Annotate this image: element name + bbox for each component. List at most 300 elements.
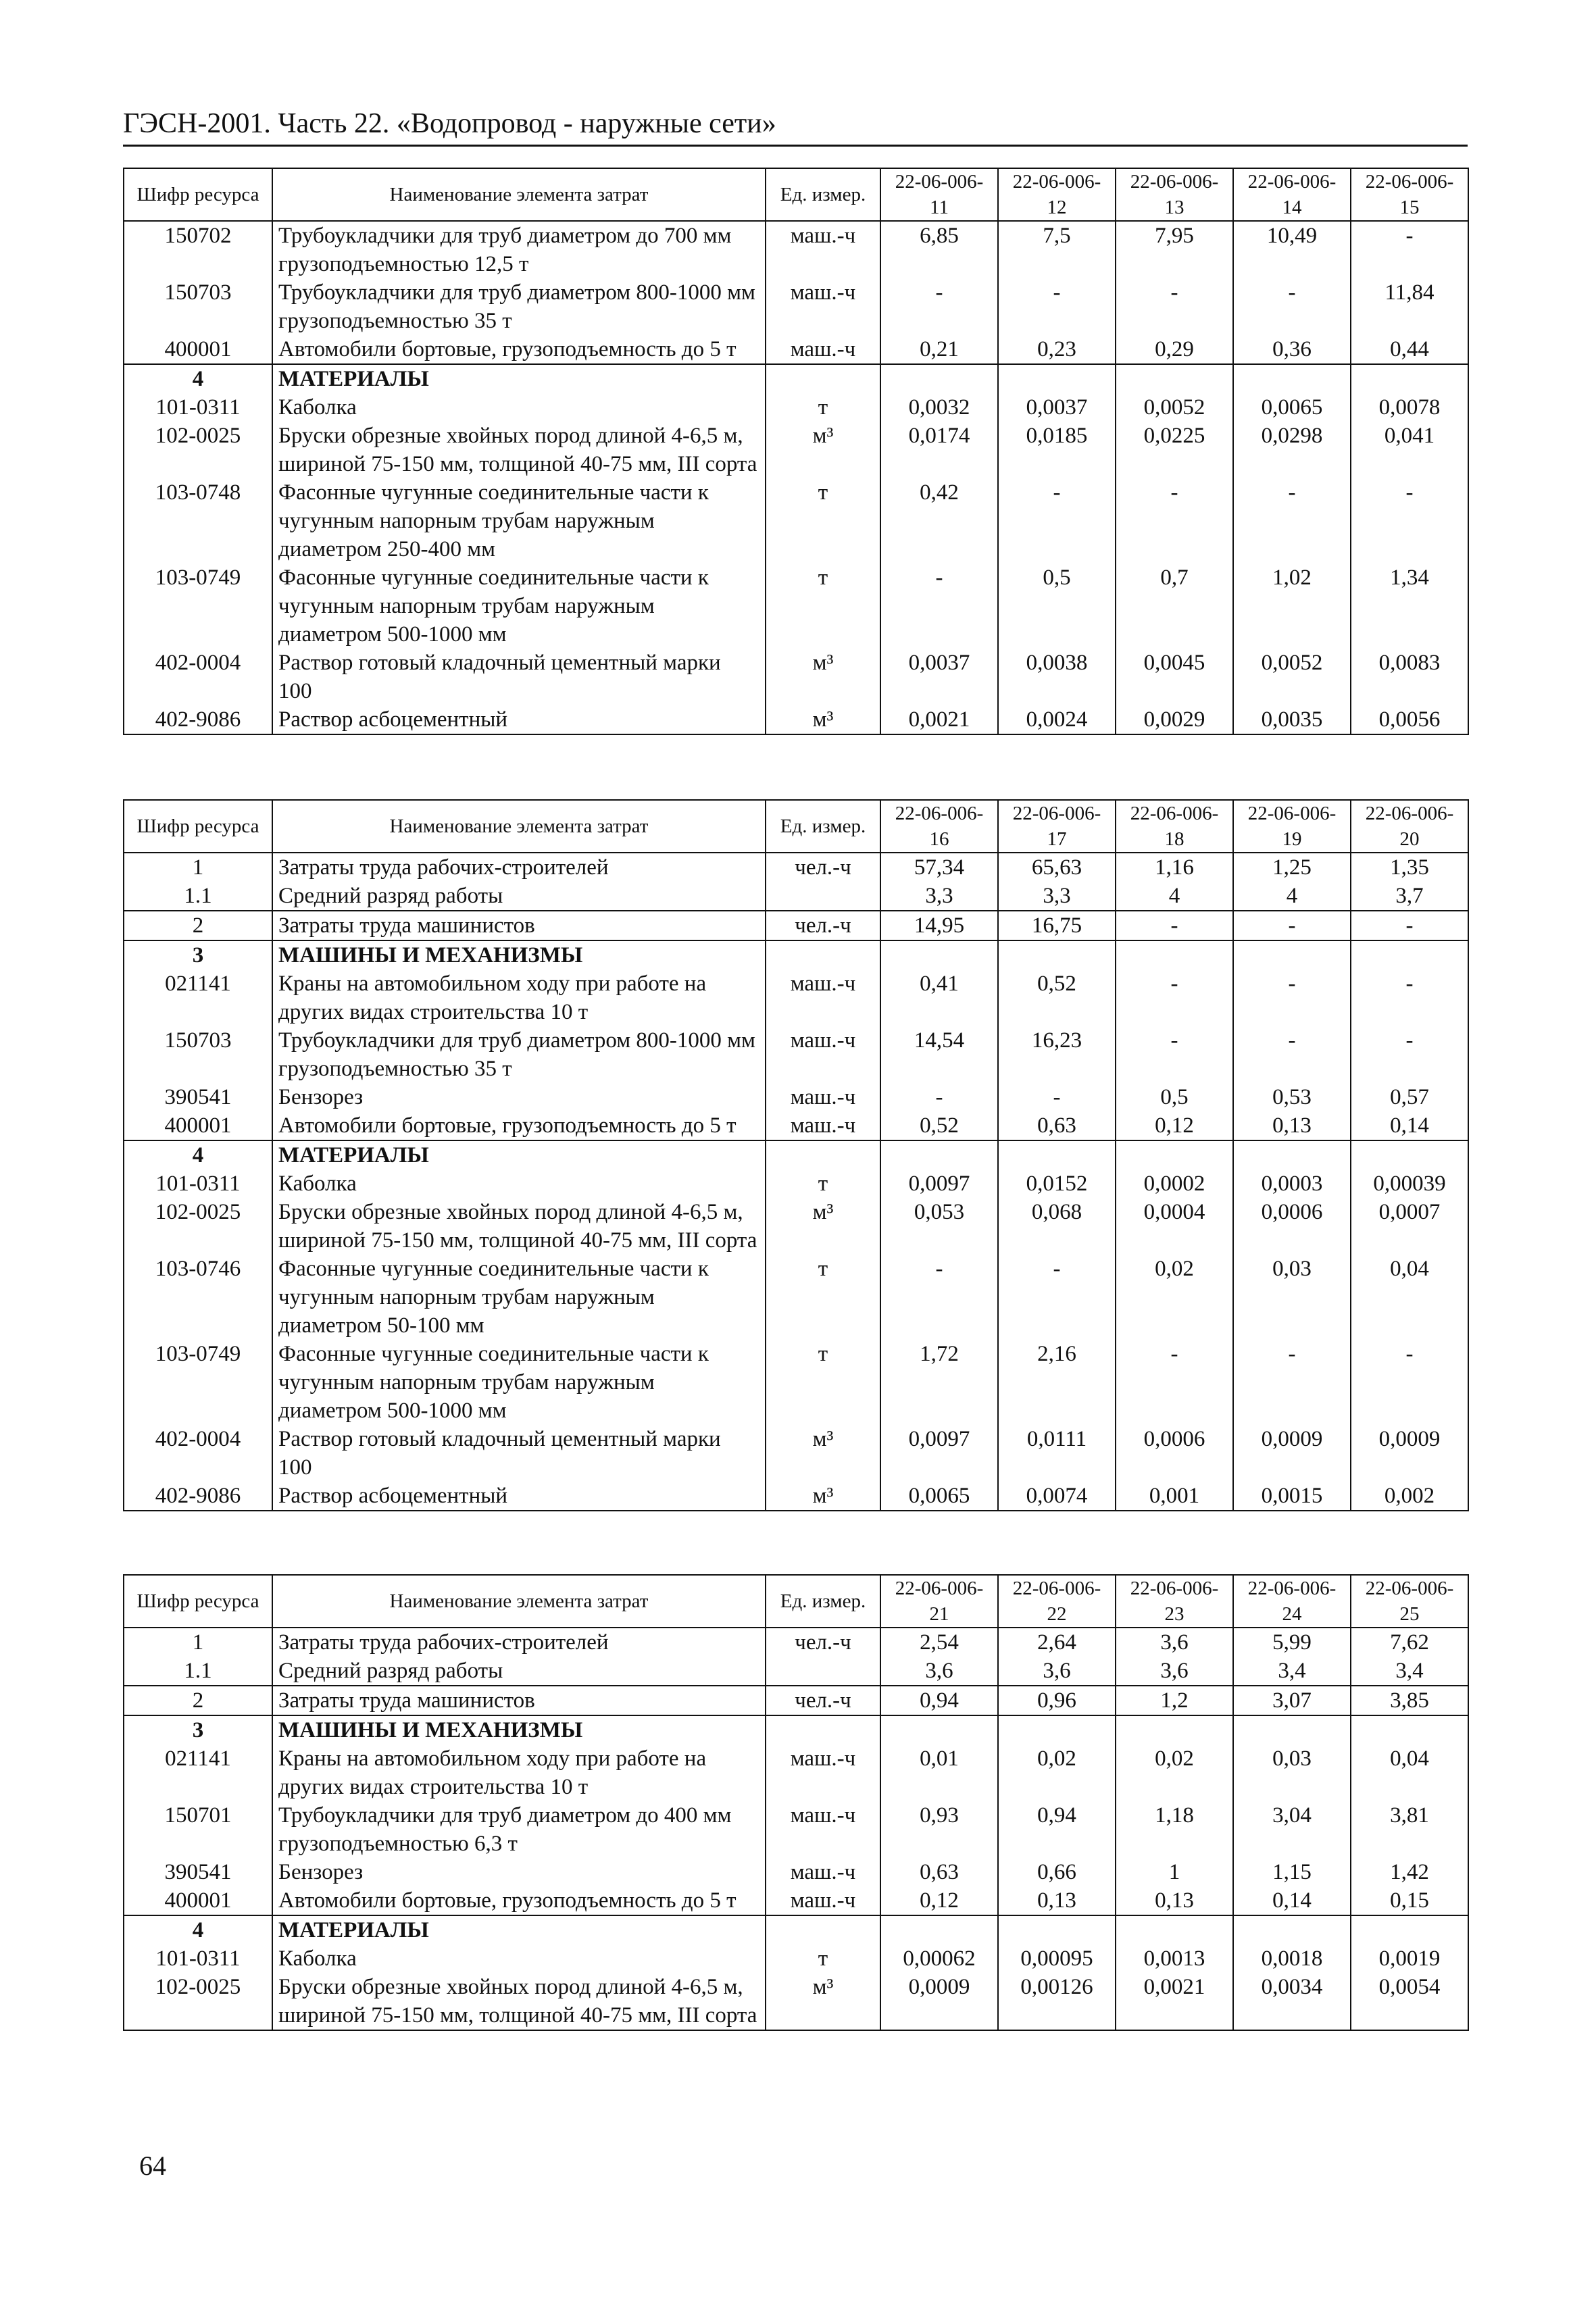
resource-code: 103-0749 — [124, 563, 272, 649]
norm-value: 0,13 — [1233, 1111, 1351, 1140]
norm-value: 0,5 — [998, 563, 1116, 649]
header-norm-code: 22-06-006-13 — [1116, 168, 1233, 221]
norm-value: 0,03 — [1233, 1744, 1351, 1801]
table-row — [124, 1111, 1468, 1140]
norm-value: 4 — [1233, 882, 1351, 911]
resource-code: 103-0746 — [124, 1255, 272, 1340]
norm-value: 11,84 — [1351, 278, 1468, 335]
norm-value: - — [880, 1255, 998, 1340]
norm-value — [1233, 1915, 1351, 1944]
norm-value: 0,02 — [998, 1744, 1116, 1801]
norm-value: - — [1233, 1340, 1351, 1425]
resource-code: 402-9086 — [124, 705, 272, 734]
norm-value: - — [998, 1255, 1116, 1340]
resource-name: Трубоукладчики для труб диаметром до 400 мм грузоподъемностью 6,3 т — [272, 1801, 766, 1858]
norms-table-1 — [123, 168, 1469, 735]
resource-unit: м³ — [766, 1425, 880, 1482]
norm-value: 0,02 — [1116, 1744, 1233, 1801]
table-row — [124, 1169, 1468, 1198]
norm-value: 1,02 — [1233, 563, 1351, 649]
norm-value: 0,44 — [1351, 335, 1468, 364]
norm-value: 0,12 — [880, 1886, 998, 1915]
table-row — [124, 364, 1468, 393]
resource-code: 1.1 — [124, 1657, 272, 1686]
norm-value: 3,6 — [1116, 1657, 1233, 1686]
header-name: Наименование элемента затрат — [272, 168, 766, 221]
resource-name: МАТЕРИАЛЫ — [272, 1915, 766, 1944]
norm-value: 0,0074 — [998, 1482, 1116, 1511]
resource-unit: маш.-ч — [766, 970, 880, 1026]
norm-value: 0,0006 — [1233, 1198, 1351, 1255]
norm-value: 0,0004 — [1116, 1198, 1233, 1255]
resource-code: 402-9086 — [124, 1482, 272, 1511]
header-norm-code: 22-06-006-23 — [1116, 1575, 1233, 1628]
header-unit: Ед. измер. — [766, 1575, 880, 1628]
norm-value: 2,54 — [880, 1628, 998, 1657]
norm-value: - — [1351, 478, 1468, 563]
norms-table-3 — [123, 1574, 1469, 2031]
resource-unit — [766, 940, 880, 970]
resource-name: Фасонные чугунные соединительные части к чугунным напорным трубам наружным диаметром 50-100 мм — [272, 1255, 766, 1340]
resource-name: Автомобили бортовые, грузоподъемность до 5 т — [272, 1111, 766, 1140]
norm-value: 0,94 — [998, 1801, 1116, 1858]
resource-code: 103-0749 — [124, 1340, 272, 1425]
resource-unit: м³ — [766, 705, 880, 734]
resource-name: Трубоукладчики для труб диаметром 800-1000 мм грузоподъемностью 35 т — [272, 1026, 766, 1083]
norm-value: - — [1351, 911, 1468, 940]
norm-value: 5,99 — [1233, 1628, 1351, 1657]
norm-value: 0,002 — [1351, 1482, 1468, 1511]
resource-name: Затраты труда рабочих-строителей — [272, 1628, 766, 1657]
norm-value: - — [998, 278, 1116, 335]
header-norm-code: 22-06-006-20 — [1351, 800, 1468, 853]
resource-name: Затраты труда машинистов — [272, 1686, 766, 1715]
norm-value — [1351, 364, 1468, 393]
norm-value: 0,0021 — [1116, 1973, 1233, 2030]
resource-name: Бруски обрезные хвойных пород длиной 4-6,5 м, шириной 75-150 мм, толщиной 40-75 мм, III сорта — [272, 1973, 766, 2030]
norm-value: 1,42 — [1351, 1858, 1468, 1886]
header-norm-code: 22-06-006-22 — [998, 1575, 1116, 1628]
resource-unit: т — [766, 478, 880, 563]
resource-code: 150703 — [124, 278, 272, 335]
resource-unit: т — [766, 1169, 880, 1198]
norm-value: 0,13 — [1116, 1886, 1233, 1915]
norm-value: 0,0019 — [1351, 1944, 1468, 1973]
norm-value: 2,64 — [998, 1628, 1116, 1657]
norm-value — [1233, 1715, 1351, 1744]
norm-value: 0,0035 — [1233, 705, 1351, 734]
resource-unit: маш.-ч — [766, 1083, 880, 1111]
norm-value: - — [1116, 1026, 1233, 1083]
table-row — [124, 1657, 1468, 1686]
norm-value: 0,52 — [880, 1111, 998, 1140]
norm-value: 65,63 — [998, 853, 1116, 882]
table-row — [124, 563, 1468, 649]
resource-unit — [766, 1715, 880, 1744]
header-name: Наименование элемента затрат — [272, 1575, 766, 1628]
resource-name: Каболка — [272, 393, 766, 422]
resource-name: Фасонные чугунные соединительные части к чугунным напорным трубам наружным диаметром 500-1000 мм — [272, 1340, 766, 1425]
norm-value: 3,6 — [998, 1657, 1116, 1686]
table-row — [124, 649, 1468, 705]
norm-value — [998, 364, 1116, 393]
norm-value: 0,0037 — [880, 649, 998, 705]
header-name: Наименование элемента затрат — [272, 800, 766, 853]
resource-name: Трубоукладчики для труб диаметром 800-1000 мм грузоподъемностью 35 т — [272, 278, 766, 335]
resource-code: 3 — [124, 1715, 272, 1744]
norm-value: 0,96 — [998, 1686, 1116, 1715]
norm-value: 16,23 — [998, 1026, 1116, 1083]
resource-code: 150702 — [124, 221, 272, 278]
header-norm-code: 22-06-006-16 — [880, 800, 998, 853]
norm-value: 0,0018 — [1233, 1944, 1351, 1973]
resource-name: МАТЕРИАЛЫ — [272, 364, 766, 393]
norm-value: 0,52 — [998, 970, 1116, 1026]
norm-value: 10,49 — [1233, 221, 1351, 278]
table-row — [124, 1944, 1468, 1973]
norm-value: 0,041 — [1351, 422, 1468, 478]
resource-unit: маш.-ч — [766, 1801, 880, 1858]
resource-unit — [766, 1140, 880, 1169]
table-header-row — [124, 168, 1468, 221]
resource-name: Каболка — [272, 1944, 766, 1973]
norm-value: 0,0174 — [880, 422, 998, 478]
header-norm-code: 22-06-006-21 — [880, 1575, 998, 1628]
norm-value: 3,07 — [1233, 1686, 1351, 1715]
norm-value: 0,0065 — [1233, 393, 1351, 422]
resource-unit: чел.-ч — [766, 1686, 880, 1715]
norm-value: 0,0065 — [880, 1482, 998, 1511]
resource-unit: т — [766, 1944, 880, 1973]
norm-value: 1,25 — [1233, 853, 1351, 882]
norm-value: 1,2 — [1116, 1686, 1233, 1715]
norm-value — [1116, 1715, 1233, 1744]
norm-value: 0,0185 — [998, 422, 1116, 478]
resource-unit — [766, 1915, 880, 1944]
resource-unit: маш.-ч — [766, 1886, 880, 1915]
norm-value: 0,94 — [880, 1686, 998, 1715]
table-row — [124, 221, 1468, 278]
resource-unit: чел.-ч — [766, 911, 880, 940]
header-code: Шифр ресурса — [124, 168, 272, 221]
table-row — [124, 1686, 1468, 1715]
resource-name: Затраты труда рабочих-строителей — [272, 853, 766, 882]
norm-value: 0,0078 — [1351, 393, 1468, 422]
norm-value: 1,72 — [880, 1340, 998, 1425]
resource-unit: т — [766, 563, 880, 649]
resource-name: Раствор асбоцементный — [272, 705, 766, 734]
resource-unit: маш.-ч — [766, 1744, 880, 1801]
norm-value — [1233, 940, 1351, 970]
norm-value: 0,36 — [1233, 335, 1351, 364]
table-header-row — [124, 800, 1468, 853]
norm-value: 3,81 — [1351, 1801, 1468, 1858]
norm-value: 3,7 — [1351, 882, 1468, 911]
table-row — [124, 1628, 1468, 1657]
table-row — [124, 393, 1468, 422]
norm-value: 0,57 — [1351, 1083, 1468, 1111]
resource-code: 103-0748 — [124, 478, 272, 563]
table-row — [124, 1744, 1468, 1801]
resource-unit: м³ — [766, 422, 880, 478]
header-code: Шифр ресурса — [124, 800, 272, 853]
running-header: ГЭСН-2001. Часть 22. «Водопровод - наружные сети» — [123, 107, 1468, 147]
resource-unit: маш.-ч — [766, 335, 880, 364]
table-row — [124, 422, 1468, 478]
norm-value: - — [1116, 1340, 1233, 1425]
table-row — [124, 335, 1468, 364]
resource-code: 102-0025 — [124, 1198, 272, 1255]
resource-unit — [766, 1657, 880, 1686]
resource-name: Автомобили бортовые, грузоподъемность до 5 т — [272, 1886, 766, 1915]
norm-value: 7,62 — [1351, 1628, 1468, 1657]
norm-value: 0,0037 — [998, 393, 1116, 422]
table-row — [124, 1198, 1468, 1255]
table-row — [124, 1973, 1468, 2030]
norm-value: 0,00039 — [1351, 1169, 1468, 1198]
resource-code: 2 — [124, 1686, 272, 1715]
norm-value: 0,23 — [998, 335, 1116, 364]
resource-name: МАШИНЫ И МЕХАНИЗМЫ — [272, 1715, 766, 1744]
resource-code: 390541 — [124, 1083, 272, 1111]
norm-value: 0,0052 — [1116, 393, 1233, 422]
header-norm-code: 22-06-006-25 — [1351, 1575, 1468, 1628]
table-row — [124, 1801, 1468, 1858]
resource-unit: маш.-ч — [766, 1111, 880, 1140]
resource-name: Раствор асбоцементный — [272, 1482, 766, 1511]
resource-code: 400001 — [124, 335, 272, 364]
norm-value: 0,02 — [1116, 1255, 1233, 1340]
resource-code: 3 — [124, 940, 272, 970]
table-row — [124, 278, 1468, 335]
norm-value: 0,0097 — [880, 1169, 998, 1198]
resource-code: 390541 — [124, 1858, 272, 1886]
table-row — [124, 1858, 1468, 1886]
resource-code: 1 — [124, 853, 272, 882]
resource-code: 2 — [124, 911, 272, 940]
resource-code: 4 — [124, 364, 272, 393]
norm-value: 0,66 — [998, 1858, 1116, 1886]
resource-name: Фасонные чугунные соединительные части к чугунным напорным трубам наружным диаметром 500-1000 мм — [272, 563, 766, 649]
norm-value: 0,0007 — [1351, 1198, 1468, 1255]
norm-value: 0,0032 — [880, 393, 998, 422]
norm-value: 0,0009 — [1351, 1425, 1468, 1482]
table-row — [124, 853, 1468, 882]
resource-unit: т — [766, 393, 880, 422]
norm-value: 0,0013 — [1116, 1944, 1233, 1973]
resource-code: 1.1 — [124, 882, 272, 911]
norm-value: 1,15 — [1233, 1858, 1351, 1886]
norm-value: 2,16 — [998, 1340, 1116, 1425]
norm-value: 0,068 — [998, 1198, 1116, 1255]
norm-value: 0,93 — [880, 1801, 998, 1858]
norm-value: 4 — [1116, 882, 1233, 911]
resource-unit: маш.-ч — [766, 221, 880, 278]
norm-value: 0,15 — [1351, 1886, 1468, 1915]
norm-value — [1351, 1715, 1468, 1744]
norm-value: 0,0056 — [1351, 705, 1468, 734]
resource-name: Трубоукладчики для труб диаметром до 700 мм грузоподъемностью 12,5 т — [272, 221, 766, 278]
norm-value: 3,3 — [880, 882, 998, 911]
norm-value — [998, 1915, 1116, 1944]
resource-code: 150703 — [124, 1026, 272, 1083]
resource-code: 4 — [124, 1140, 272, 1169]
resource-code: 402-0004 — [124, 1425, 272, 1482]
norm-value: 0,5 — [1116, 1083, 1233, 1111]
norm-value — [1233, 364, 1351, 393]
table-row — [124, 1425, 1468, 1482]
table-row — [124, 1026, 1468, 1083]
norm-value: 6,85 — [880, 221, 998, 278]
resource-code: 150701 — [124, 1801, 272, 1858]
resource-code: 402-0004 — [124, 649, 272, 705]
norm-value: - — [1233, 970, 1351, 1026]
norm-value: - — [1233, 478, 1351, 563]
resource-unit — [766, 882, 880, 911]
resource-unit — [766, 364, 880, 393]
resource-unit: м³ — [766, 1198, 880, 1255]
table-row — [124, 1340, 1468, 1425]
norm-value: 14,95 — [880, 911, 998, 940]
norm-value: 3,85 — [1351, 1686, 1468, 1715]
resource-name: Автомобили бортовые, грузоподъемность до 5 т — [272, 335, 766, 364]
norm-value: 0,0029 — [1116, 705, 1233, 734]
table-row — [124, 705, 1468, 734]
resource-unit: чел.-ч — [766, 853, 880, 882]
resource-unit: маш.-ч — [766, 1858, 880, 1886]
norm-value: 7,5 — [998, 221, 1116, 278]
norm-value: 7,95 — [1116, 221, 1233, 278]
resource-name: Каболка — [272, 1169, 766, 1198]
norm-value: 0,41 — [880, 970, 998, 1026]
norm-value: - — [1351, 970, 1468, 1026]
resource-code: 4 — [124, 1915, 272, 1944]
norm-value: 16,75 — [998, 911, 1116, 940]
norm-value: 0,053 — [880, 1198, 998, 1255]
norm-value: 0,0003 — [1233, 1169, 1351, 1198]
table-row — [124, 940, 1468, 970]
resource-name: Раствор готовый кладочный цементный марки 100 — [272, 1425, 766, 1482]
norm-value: - — [1351, 221, 1468, 278]
resource-name: Краны на автомобильном ходу при работе на других видах строительства 10 т — [272, 1744, 766, 1801]
norm-value: - — [880, 1083, 998, 1111]
norm-value: - — [1233, 911, 1351, 940]
header-norm-code: 22-06-006-12 — [998, 168, 1116, 221]
table-row — [124, 911, 1468, 940]
norm-value: 0,63 — [998, 1111, 1116, 1140]
resource-code: 102-0025 — [124, 1973, 272, 2030]
table-row — [124, 970, 1468, 1026]
table-row — [124, 1140, 1468, 1169]
resource-unit: т — [766, 1255, 880, 1340]
norm-value: - — [1351, 1340, 1468, 1425]
norm-value: 0,0034 — [1233, 1973, 1351, 2030]
resource-unit: м³ — [766, 1482, 880, 1511]
norm-value — [998, 1140, 1116, 1169]
norm-value: 0,0021 — [880, 705, 998, 734]
norm-value: 3,4 — [1351, 1657, 1468, 1686]
norm-value — [880, 1715, 998, 1744]
norm-value: 0,7 — [1116, 563, 1233, 649]
norm-value: - — [1233, 278, 1351, 335]
resource-name: МАТЕРИАЛЫ — [272, 1140, 766, 1169]
resource-unit: т — [766, 1340, 880, 1425]
norm-value: 0,00062 — [880, 1944, 998, 1973]
resource-unit: м³ — [766, 1973, 880, 2030]
norm-value: 0,0097 — [880, 1425, 998, 1482]
resource-code: 102-0025 — [124, 422, 272, 478]
table-row — [124, 1715, 1468, 1744]
norm-value: - — [998, 478, 1116, 563]
resource-code: 1 — [124, 1628, 272, 1657]
norm-value: 0,29 — [1116, 335, 1233, 364]
norm-value: 0,14 — [1233, 1886, 1351, 1915]
resource-code: 021141 — [124, 1744, 272, 1801]
header-norm-code: 22-06-006-24 — [1233, 1575, 1351, 1628]
resource-code: 101-0311 — [124, 1944, 272, 1973]
norm-value: 0,0015 — [1233, 1482, 1351, 1511]
norm-value: 0,01 — [880, 1744, 998, 1801]
norm-value: - — [1116, 911, 1233, 940]
header-norm-code: 22-06-006-17 — [998, 800, 1116, 853]
norm-value: - — [880, 278, 998, 335]
norm-value — [1351, 1915, 1468, 1944]
norm-value: 0,13 — [998, 1886, 1116, 1915]
norm-value: 14,54 — [880, 1026, 998, 1083]
header-unit: Ед. измер. — [766, 800, 880, 853]
norm-value — [880, 940, 998, 970]
norm-value: 3,3 — [998, 882, 1116, 911]
norm-value — [880, 364, 998, 393]
norm-value: 1,18 — [1116, 1801, 1233, 1858]
resource-code: 021141 — [124, 970, 272, 1026]
norm-value — [1116, 364, 1233, 393]
norm-value: 0,0083 — [1351, 649, 1468, 705]
norm-value — [1351, 940, 1468, 970]
norm-value: - — [1116, 478, 1233, 563]
resource-name: Затраты труда машинистов — [272, 911, 766, 940]
page-number: 64 — [139, 2150, 166, 2181]
resource-name: МАШИНЫ И МЕХАНИЗМЫ — [272, 940, 766, 970]
norm-value — [1116, 1915, 1233, 1944]
norm-value — [880, 1140, 998, 1169]
header-code: Шифр ресурса — [124, 1575, 272, 1628]
norm-value: - — [1351, 1026, 1468, 1083]
norm-value: 3,6 — [880, 1657, 998, 1686]
header-norm-code: 22-06-006-14 — [1233, 168, 1351, 221]
norm-value: 0,0038 — [998, 649, 1116, 705]
norm-value: 0,0152 — [998, 1169, 1116, 1198]
resource-unit: маш.-ч — [766, 278, 880, 335]
resource-name: Средний разряд работы — [272, 1657, 766, 1686]
norm-value: 0,001 — [1116, 1482, 1233, 1511]
norm-value: - — [1116, 970, 1233, 1026]
norm-value: 1 — [1116, 1858, 1233, 1886]
resource-code: 400001 — [124, 1886, 272, 1915]
norm-value — [1351, 1140, 1468, 1169]
resource-unit: маш.-ч — [766, 1026, 880, 1083]
header-norm-code: 22-06-006-11 — [880, 168, 998, 221]
norm-value: 0,0045 — [1116, 649, 1233, 705]
norm-value — [998, 940, 1116, 970]
norm-value: - — [1116, 278, 1233, 335]
norm-value: 3,4 — [1233, 1657, 1351, 1686]
norm-value — [1116, 1140, 1233, 1169]
table-row — [124, 1915, 1468, 1944]
norm-value: 0,0024 — [998, 705, 1116, 734]
resource-unit: чел.-ч — [766, 1628, 880, 1657]
table-row — [124, 882, 1468, 911]
